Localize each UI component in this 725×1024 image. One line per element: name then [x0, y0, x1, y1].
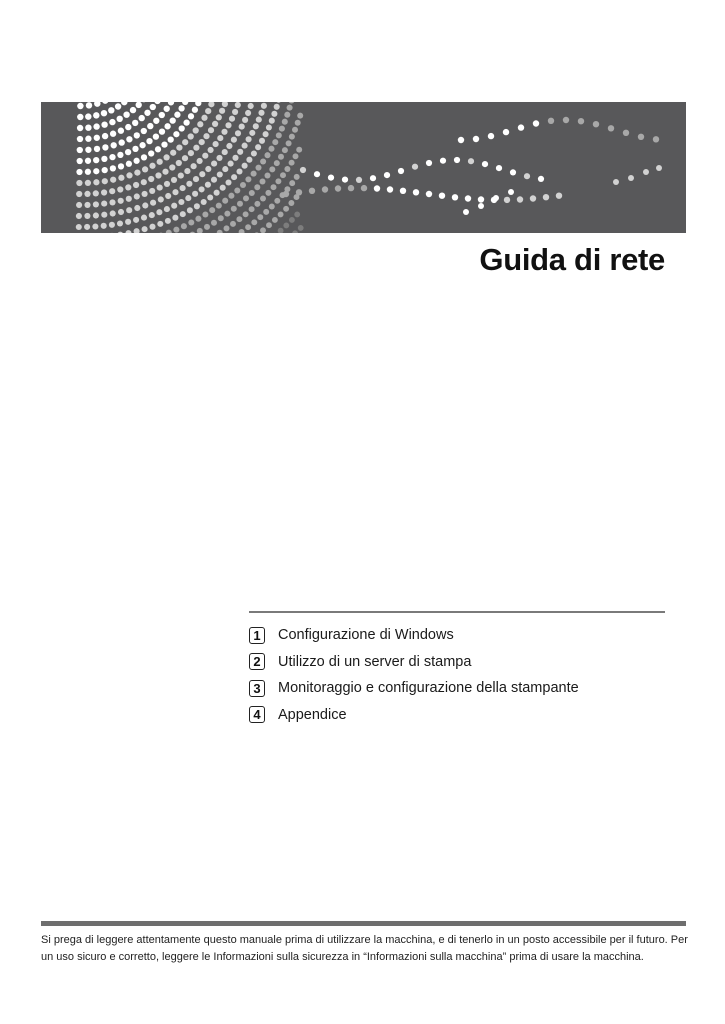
table-of-contents	[249, 622, 669, 728]
chapter-number-badge: 4	[249, 706, 265, 723]
safety-notice: Si prega di leggere attentamente questo manuale prima di utilizzare la macchina, e di tenerlo in un posto accessibile per il futuro. Per un uso sicuro e corretto, leggere le Informazioni sulla sicurezza in “Informazioni sulla macchina” prima di usare la macchina.	[41, 934, 688, 963]
chapter-title: Monitoraggio e configurazione della stampante	[278, 680, 579, 697]
toc-item-3[interactable]	[249, 675, 669, 702]
chapter-title: Utilizzo di un server di stampa	[278, 653, 472, 670]
dot-pattern-graphic	[41, 102, 686, 233]
chapter-title: Configurazione di Windows	[278, 627, 454, 644]
toc-item-2[interactable]	[249, 649, 669, 676]
chapter-number-badge: 1	[249, 627, 265, 644]
toc-divider	[249, 611, 665, 613]
document-title: Guida di rete	[479, 242, 665, 277]
toc-item-1[interactable]	[249, 622, 669, 649]
chapter-number-badge: 3	[249, 680, 265, 697]
toc-item-4[interactable]	[249, 702, 669, 729]
footer-divider	[41, 921, 686, 926]
chapter-title: Appendice	[278, 706, 347, 723]
cover-banner	[41, 102, 686, 233]
chapter-number-badge: 2	[249, 653, 265, 670]
